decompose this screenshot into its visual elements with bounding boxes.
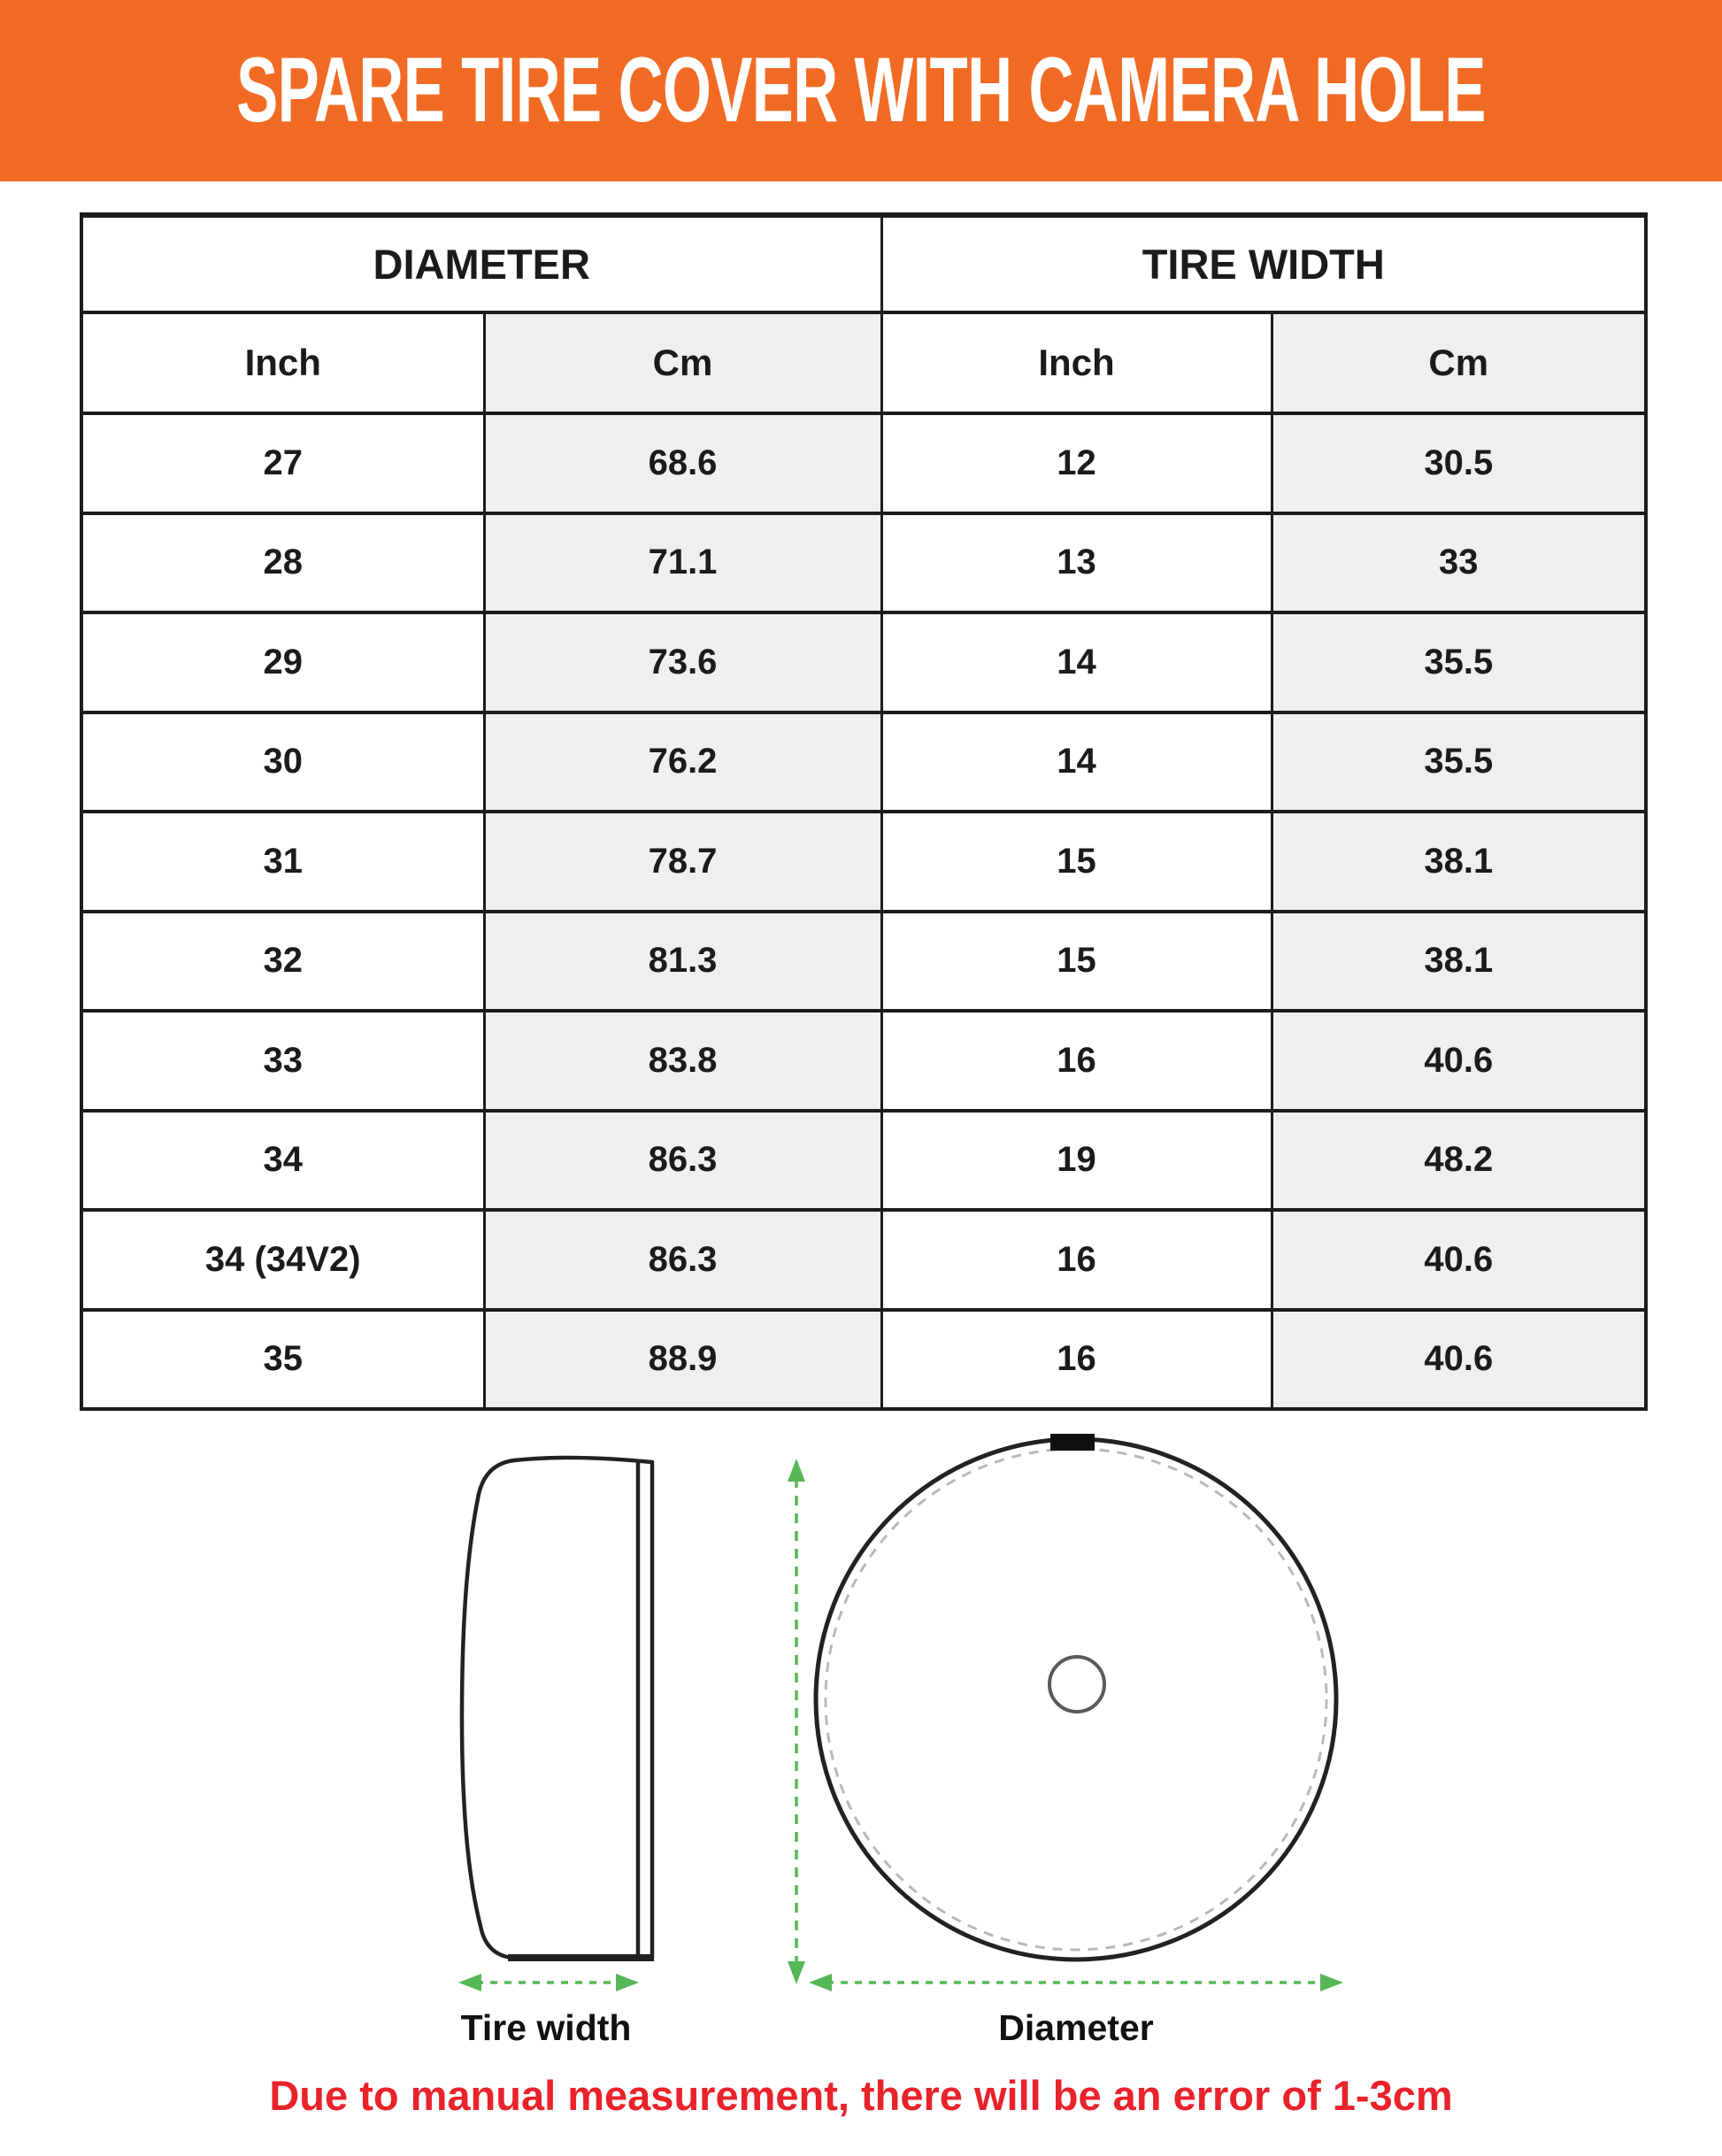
table-cell: 32 [81,912,484,1012]
table-body [81,413,1646,1409]
title-banner [0,0,1722,181]
table-cell: 16 [881,1210,1272,1310]
table-cell: 16 [881,1011,1272,1111]
page-title: SPARE TIRE COVER WITH CAMERA HOLE [236,39,1486,142]
table-cell: 76.2 [484,712,881,812]
hanger-tab [1050,1434,1095,1451]
table-cell: 38.1 [1272,912,1646,1012]
table-cell: 14 [881,612,1272,712]
table-cell: 35 [81,1310,484,1410]
table-row [81,712,1646,812]
column-group-diameter: DIAMETER [81,215,881,312]
table-cell: 19 [881,1111,1272,1211]
table-cell: 28 [81,513,484,613]
table-cell: 15 [881,912,1272,1012]
camera-hole [1049,1657,1104,1712]
table-cell: 35.5 [1272,612,1646,712]
table-cell: 15 [881,812,1272,912]
table-row [81,812,1646,912]
column-header-tirewidth-cm: Cm [1272,312,1646,413]
table-cell: 88.9 [484,1310,881,1410]
table-cell: 13 [881,513,1272,613]
tire-front-view [816,1434,1336,1960]
measurement-error-note: Due to manual measurement, there will be an error of 1-3cm [269,2072,1453,2119]
table-row [81,513,1646,613]
table-row [81,912,1646,1012]
tire-width-label: Tire width [460,2007,632,2048]
table-cell: 33 [1272,513,1646,613]
table-row [81,1310,1646,1410]
table-row [81,1111,1646,1211]
table-cell: 71.1 [484,513,881,613]
table-cell: 12 [881,413,1272,513]
table-cell: 16 [881,1310,1272,1410]
vertical-measure-arrow [788,1459,805,1984]
table-cell: 30.5 [1272,413,1646,513]
table-row [81,413,1646,513]
table-cell: 34 (34V2) [81,1210,484,1310]
table-cell: 40.6 [1272,1011,1646,1111]
table-cell: 48.2 [1272,1111,1646,1211]
table-cell: 40.6 [1272,1310,1646,1410]
table-cell: 27 [81,413,484,513]
sub-header-row [81,312,1646,413]
table-cell: 78.7 [484,812,881,912]
group-header-row [81,215,1646,312]
tire-width-arrow [458,1974,639,1991]
table-cell: 40.6 [1272,1210,1646,1310]
table-cell: 83.8 [484,1011,881,1111]
size-table [80,212,1648,1411]
column-header-diameter-cm: Cm [484,312,881,413]
table-row [81,1011,1646,1111]
table-cell: 35.5 [1272,712,1646,812]
tire-measurement-diagram [398,1416,1389,2011]
table-cell: 38.1 [1272,812,1646,912]
column-header-diameter-inch: Inch [81,312,484,413]
table-cell: 68.6 [484,413,881,513]
table-cell: 30 [81,712,484,812]
table-cell: 73.6 [484,612,881,712]
table-cell: 86.3 [484,1111,881,1211]
table-cell: 86.3 [484,1210,881,1310]
table-cell: 34 [81,1111,484,1211]
table-cell: 14 [881,712,1272,812]
table-row [81,612,1646,712]
table-row [81,1210,1646,1310]
table-cell: 29 [81,612,484,712]
diameter-label: Diameter [998,2007,1154,2048]
table-cell: 33 [81,1011,484,1111]
column-group-tire-width: TIRE WIDTH [881,215,1646,312]
column-header-tirewidth-inch: Inch [881,312,1272,413]
table-cell: 31 [81,812,484,912]
diameter-arrow [809,1974,1343,1991]
tire-side-view [462,1458,654,1958]
table-cell: 81.3 [484,912,881,1012]
